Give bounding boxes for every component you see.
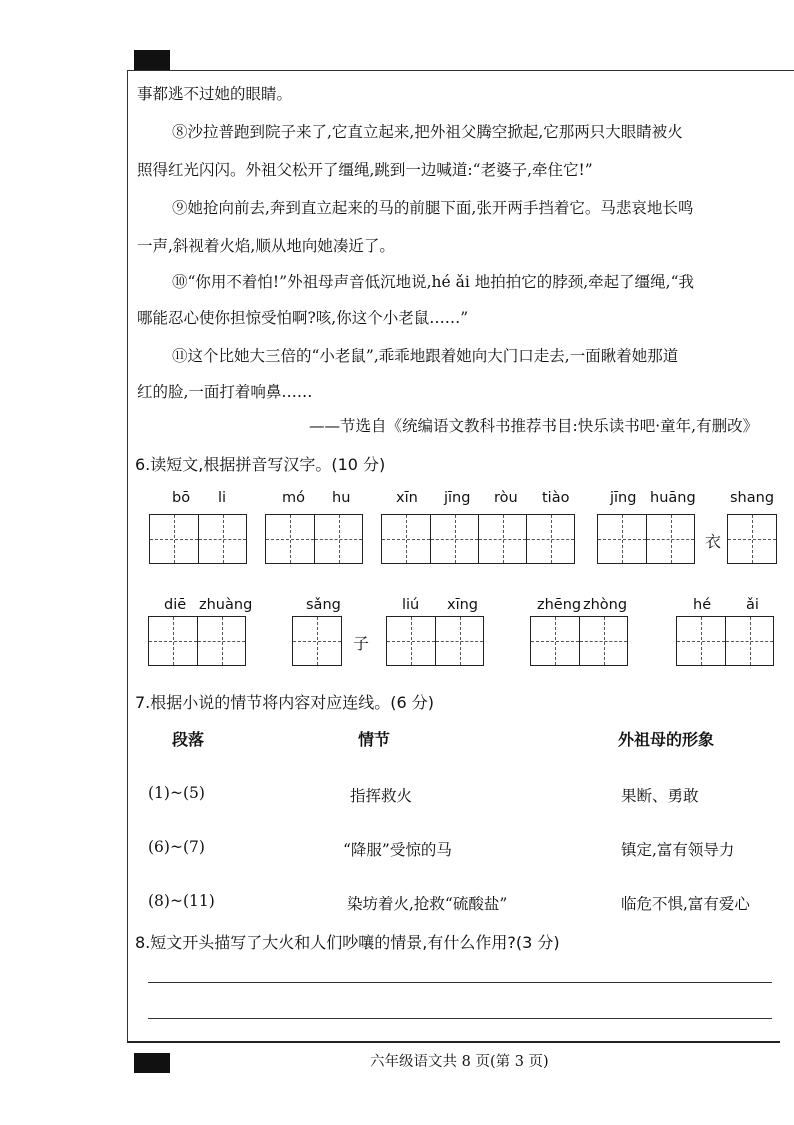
pinyin-label: jīng [610,490,637,506]
paragraph-11-line1: ⑪这个比她大三倍的“小老鼠”,乖乖地跟着她向大门口走去,一面瞅着她那道 [172,347,679,365]
pinyin-label: shang [730,490,775,506]
page-border-top [127,70,794,71]
pinyin-label: zhuàng [199,597,253,613]
paragraph-8-line2: 照得红光闪闪。外祖父松开了缰绳,跳到一边喊道:“老婆子,牵住它!” [137,161,593,179]
column-header-image: 外祖母的形象 [618,730,715,749]
paragraph-8-line1: ⑧沙拉普跑到院子来了,它直立起来,把外祖父腾空掀起,它那两只大眼睛被火 [172,123,683,141]
pinyin-label: mó [282,490,305,506]
question-7-title: 7.根据小说的情节将内容对应连线。(6 分) [135,693,435,712]
matching-paragraph-item[interactable]: (1)~(5) [148,784,205,802]
matching-image-item[interactable]: 果断、勇敢 [621,787,699,805]
paragraph-11-line2: 红的脸,一面打着响鼻…… [137,383,313,401]
pinyin-label: huāng [650,490,696,506]
answer-box-heai[interactable] [676,616,774,666]
pinyin-label: xīn [396,490,418,506]
paragraph-10-line1: ⑩“你用不着怕!”外祖母声音低沉地说,hé ǎi 地拍拍它的脖颈,牵起了缰绳,“我 [172,273,694,291]
column-header-plot: 情节 [358,730,391,749]
matching-paragraph-item[interactable]: (6)~(7) [148,838,205,856]
matching-plot-item[interactable]: 染坊着火,抢救“硫酸盐” [347,895,508,913]
page-border-bottom [127,1041,780,1043]
answer-box-boli[interactable] [149,514,247,564]
paragraph-10-line2: 哪能忍心使你担惊受怕啊?咳,你这个小老鼠……” [137,309,469,327]
answer-box-shang[interactable] [727,514,777,564]
passage-line: 事都逃不过她的眼睛。 [137,85,293,103]
registration-mark-top [134,50,170,70]
page-footer: 六年级语文共 8 页(第 3 页) [370,1054,549,1070]
matching-plot-item[interactable]: “降服”受惊的马 [343,841,452,859]
answer-box-diezhuang[interactable] [148,616,246,666]
pinyin-label: zhòng [583,597,628,613]
paragraph-9-line1: ⑨她抢向前去,奔到直立起来的马的前腿下面,张开两手挡着它。马悲哀地长鸣 [172,199,694,217]
registration-mark-bottom [134,1053,170,1073]
given-character-zi: 子 [353,634,370,653]
answer-box-jinghuang[interactable] [597,514,695,564]
matching-plot-item[interactable]: 指挥救火 [350,787,413,805]
pinyin-label: ròu [494,490,518,506]
answer-box-xinjingroutiao[interactable] [381,514,575,564]
matching-image-item[interactable]: 镇定,富有领导力 [621,841,735,859]
pinyin-label: hu [332,490,351,506]
pinyin-label: zhēng [537,597,582,613]
given-character-yi: 衣 [705,532,722,551]
pinyin-label: bō [172,490,191,506]
answer-box-liuxing[interactable] [386,616,484,666]
page-border-left [127,70,128,1042]
matching-image-item[interactable]: 临危不惧,富有爱心 [621,895,750,913]
answer-box-mohu[interactable] [265,514,363,564]
passage-source: ——节选自《统编语文教科书推荐书目:快乐读书吧·童年,有删改》 [309,417,759,435]
pinyin-label: tiào [542,490,570,506]
pinyin-label: liú [402,597,420,613]
question-8-title: 8.短文开头描写了大火和人们吵嚷的情景,有什么作用?(3 分) [135,933,560,952]
pinyin-label: hé [693,597,712,613]
answer-box-zhengzhong[interactable] [530,616,628,666]
answer-line[interactable] [148,1018,772,1019]
pinyin-label: diē [164,597,187,613]
pinyin-label: xīng [447,597,479,613]
pinyin-label: sǎng [306,597,341,613]
paragraph-9-line2: 一声,斜视着火焰,顺从地向她凑近了。 [137,237,395,255]
pinyin-label: ǎi [746,597,759,613]
question-6-title: 6.读短文,根据拼音写汉字。(10 分) [135,455,386,474]
pinyin-label: li [218,490,227,506]
matching-paragraph-item[interactable]: (8)~(11) [148,892,215,910]
pinyin-label: jīng [444,490,471,506]
answer-box-sang[interactable] [292,616,342,666]
answer-line[interactable] [148,982,772,983]
column-header-paragraph: 段落 [172,730,205,749]
